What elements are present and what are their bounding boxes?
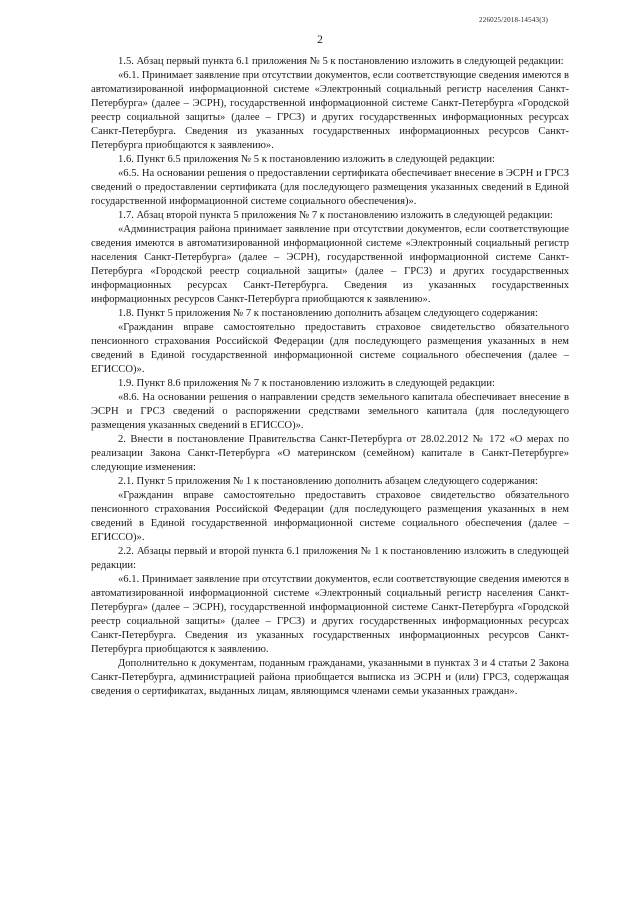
paragraph-2-1: 2.1. Пункт 5 приложения № 1 к постановлению дополнить абзацем следующего содержания: — [118, 476, 538, 487]
paragraph-quote-citizen-1: «Гражданин вправе самостоятельно предоставить страховое свидетельство обязательного пенсионного страхования Российской Федерации (для последующего размещения указанных в нем сведений в Единой государственной информационной системе социального обеспечения (далее – ЕГИССО)». — [91, 322, 569, 375]
paragraph-1-5: 1.5. Абзац первый пункта 6.1 приложения № 5 к постановлению изложить в следующей редакции: — [118, 56, 564, 67]
document-id: 226025/2018-14543(3) — [479, 16, 548, 24]
paragraph-2-2: 2.2. Абзацы первый и второй пункта 6.1 приложения № 1 к постановлению изложить в следующей редакции: — [91, 546, 569, 571]
paragraph-1-6: 1.6. Пункт 6.5 приложения № 5 к постановлению изложить в следующей редакции: — [118, 154, 495, 165]
page-number: 2 — [317, 34, 323, 46]
paragraph-1-7: 1.7. Абзац второй пункта 5 приложения № 7 к постановлению изложить в следующей редакции: — [118, 210, 553, 221]
document-body — [91, 55, 569, 699]
paragraph-quote-6-1: «6.1. Принимает заявление при отсутствии документов, если соответствующие сведения имеются в автоматизированной информационной системе «Электронный социальный регистр населения Санкт-Петербурга» (далее – ЭСРН), государственной информационной системе Санкт-Петербурга «Городской реестр социальной защиты» (далее – ГРСЗ) и других государственных информационных ресурсах Санкт-Петербурга. Сведения из указанных государственных информационных ресурсов Санкт-Петербурга приобщаются к заявлению». — [91, 70, 569, 151]
paragraph-quote-6-5: «6.5. На основании решения о предоставлении сертификата обеспечивает внесение в ЭСРН и ГРСЗ сведений о предоставлении сертификата (для последующего размещения указанных сведений в Единой государственной информационной системе социального обеспечения)». — [91, 168, 569, 207]
paragraph-quote-administration: «Администрация района принимает заявление при отсутствии документов, если соответствующие сведения имеются в автоматизированной информационной системе «Электронный социальный регистр населения Санкт-Петербурга» (далее – ЭСРН), государственной информационной системе Санкт-Петербурга «Городской реестр социальной защиты» (далее – ГРСЗ) и других государственных информационных ресурсах Санкт-Петербурга. Сведения из указанных государственных информационных ресурсов Санкт-Петербурга приобщаются к заявлению». — [91, 224, 569, 305]
paragraph-additional: Дополнительно к документам, поданным гражданами, указанными в пунктах 3 и 4 статьи 2 Закона Санкт-Петербурга, администрацией района приобщается выписка из ЭСРН и (или) ГРСЗ, содержащая сведения о сертификатах, выданных лицам, являющимся членами семьи указанных граждан». — [91, 658, 569, 697]
paragraph-1-9: 1.9. Пункт 8.6 приложения № 7 к постановлению изложить в следующей редакции: — [118, 378, 495, 389]
paragraph-1-8: 1.8. Пункт 5 приложения № 7 к постановлению дополнить абзацем следующего содержания: — [118, 308, 538, 319]
paragraph-quote-8-6: «8.6. На основании решения о направлении средств земельного капитала обеспечивает внесение в ЭСРН и ГРСЗ сведений о распоряжении средствами земельного капитала (для последующего размещения указанных сведений в ЕГИССО)». — [91, 392, 569, 431]
paragraph-quote-citizen-2: «Гражданин вправе самостоятельно предоставить страховое свидетельство обязательного пенсионного страхования Российской Федерации (для последующего размещения указанных в нем сведений в Единой государственной информационной системе социального обеспечения (далее – ЕГИССО)». — [91, 490, 569, 543]
paragraph-2: 2. Внести в постановление Правительства Санкт-Петербурга от 28.02.2012 № 172 «О мерах по реализации Закона Санкт-Петербурга «О материнском (семейном) капитале в Санкт-Петербурге» следующие изменения: — [91, 434, 569, 473]
paragraph-quote-6-1-second: «6.1. Принимает заявление при отсутствии документов, если соответствующие сведения имеются в автоматизированной информационной системе «Электронный социальный регистр населения Санкт-Петербурга» (далее – ЭСРН), государственной информационной системе Санкт-Петербурга «Городской реестр социальной защиты» (далее – ГРСЗ) и других государственных информационных ресурсах Санкт-Петербурга. Сведения из указанных государственных информационных ресурсов Санкт-Петербурга приобщаются к заявлению. — [91, 574, 569, 655]
